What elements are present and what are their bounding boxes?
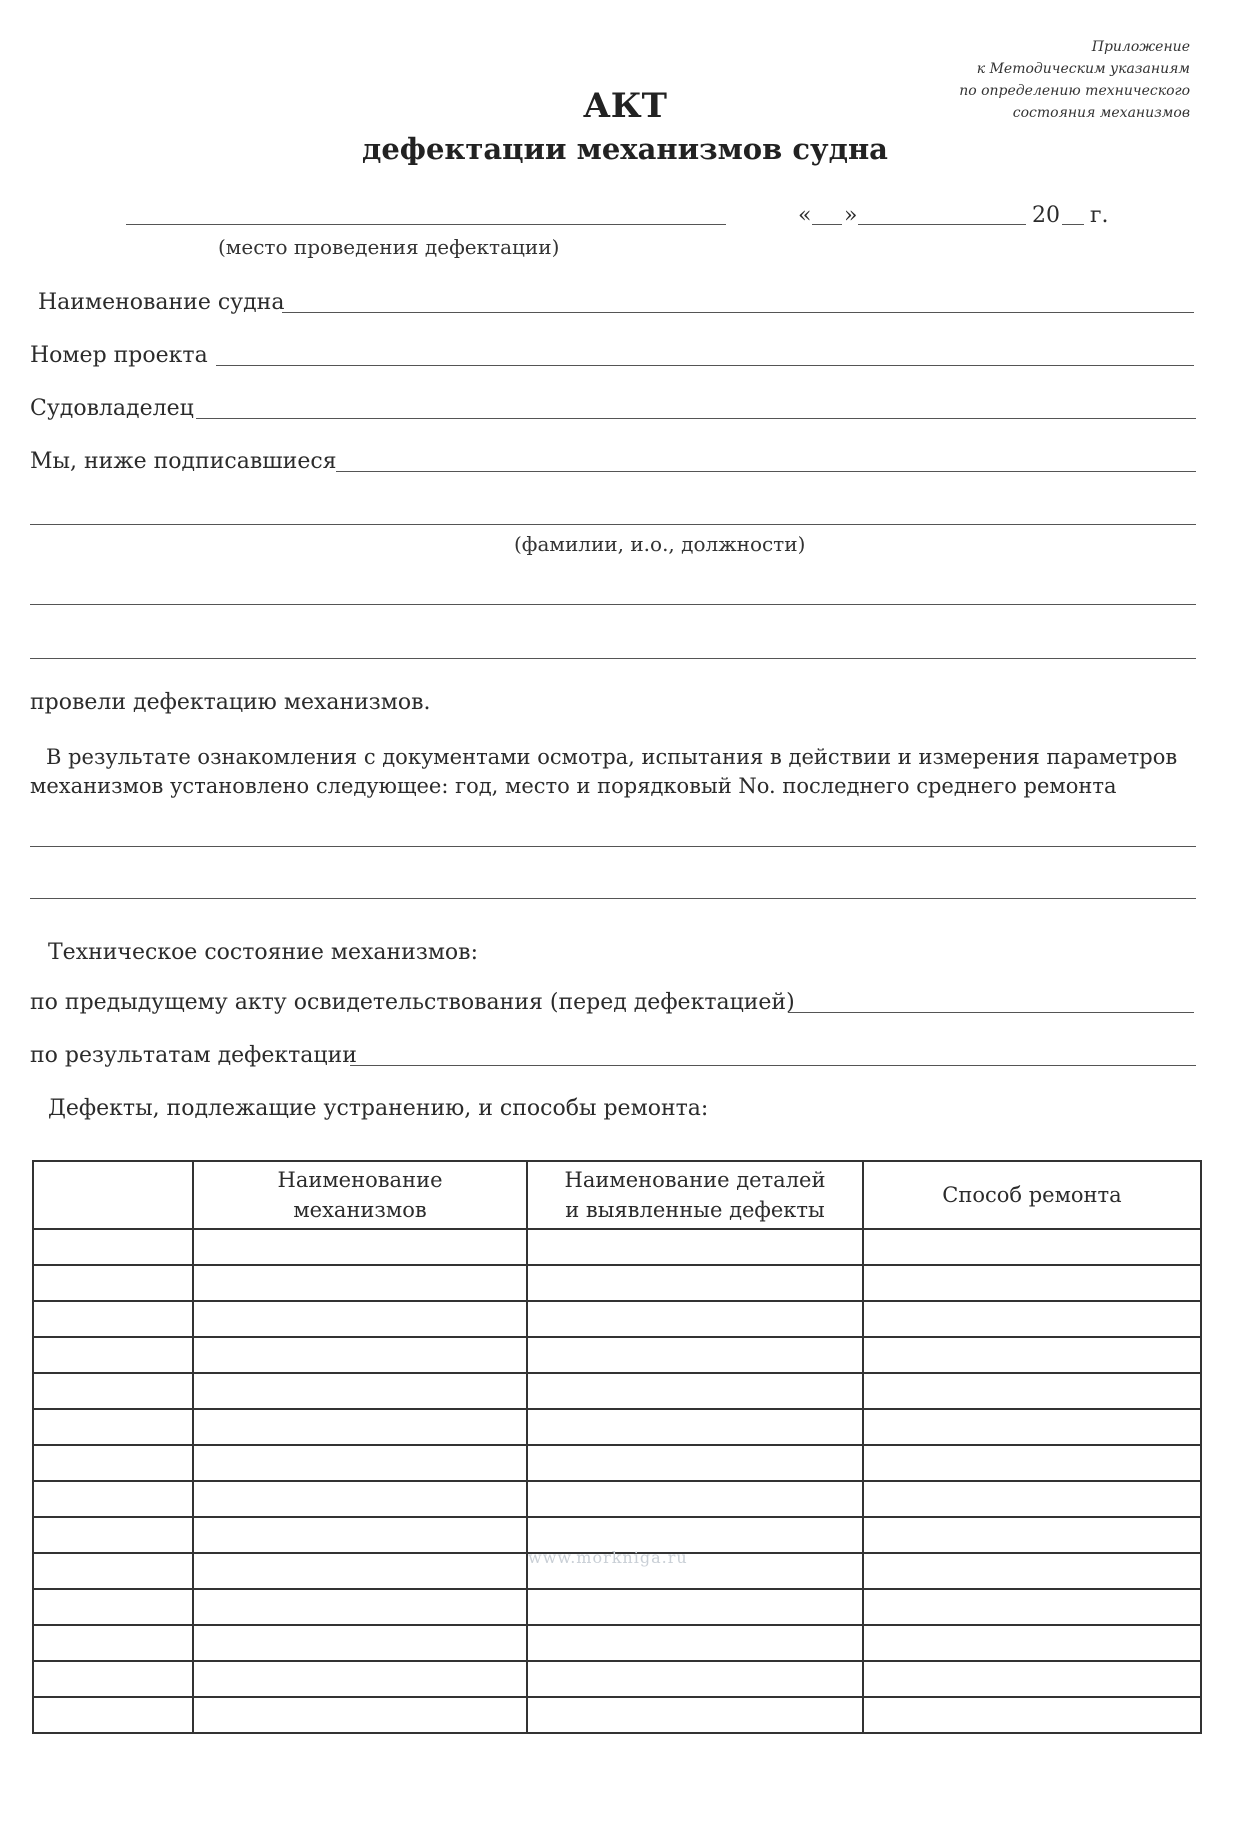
appendix-line: к Методическим указаниям [976, 61, 1190, 77]
date-quote-open: « [798, 203, 812, 228]
repair-info-line[interactable] [30, 898, 1196, 899]
table-row [33, 1373, 1201, 1409]
table-cell[interactable] [193, 1589, 527, 1625]
table-cell[interactable] [527, 1301, 863, 1337]
prev-act-field[interactable] [788, 1012, 1194, 1013]
project-number-label: Номер проекта [30, 343, 208, 368]
table-cell[interactable] [527, 1373, 863, 1409]
table-cell[interactable] [33, 1517, 193, 1553]
table-cell[interactable] [33, 1481, 193, 1517]
table-cell[interactable] [33, 1229, 193, 1265]
result-paragraph: В результате ознакомления с документами осмотра, испытания в действии и измерения параметров механизмов установлено следующее: год, место и порядковый No. последнего среднего ремонта [30, 745, 1178, 798]
table-cell[interactable] [863, 1625, 1201, 1661]
table-row [33, 1445, 1201, 1481]
document-subtitle: дефектации механизмов судна [362, 132, 888, 166]
table-cell[interactable] [527, 1409, 863, 1445]
table-cell[interactable] [863, 1661, 1201, 1697]
table-row [33, 1589, 1201, 1625]
table-cell[interactable] [863, 1265, 1201, 1301]
table-row [33, 1265, 1201, 1301]
table-cell[interactable] [33, 1697, 193, 1733]
table-cell[interactable] [193, 1661, 527, 1697]
table-cell[interactable] [33, 1625, 193, 1661]
table-cell[interactable] [863, 1373, 1201, 1409]
table-cell[interactable] [863, 1337, 1201, 1373]
table-cell[interactable] [527, 1445, 863, 1481]
table-cell[interactable] [863, 1445, 1201, 1481]
table-cell[interactable] [33, 1265, 193, 1301]
prev-act-label: по предыдущему акту освидетельствования (перед дефектацией) [30, 990, 795, 1015]
date-month-field[interactable] [858, 224, 1026, 225]
watermark-text: www.morkniga.ru [528, 1548, 688, 1567]
by-results-label: по результатам дефектации [30, 1043, 357, 1068]
table-row [33, 1625, 1201, 1661]
table-row [33, 1661, 1201, 1697]
table-row [33, 1301, 1201, 1337]
table-cell[interactable] [193, 1481, 527, 1517]
document-title: АКТ [583, 86, 667, 126]
place-field[interactable] [126, 224, 726, 225]
table-cell[interactable] [527, 1337, 863, 1373]
table-cell[interactable] [193, 1625, 527, 1661]
table-row [33, 1409, 1201, 1445]
table-cell[interactable] [863, 1481, 1201, 1517]
table-cell[interactable] [193, 1445, 527, 1481]
names-caption: (фамилии, и.о., должности) [514, 532, 806, 556]
table-cell[interactable] [193, 1229, 527, 1265]
table-cell[interactable] [193, 1409, 527, 1445]
table-cell[interactable] [193, 1337, 527, 1373]
table-cell[interactable] [863, 1553, 1201, 1589]
table-cell[interactable] [527, 1229, 863, 1265]
table-cell[interactable] [527, 1265, 863, 1301]
defects-table [32, 1160, 1202, 1734]
appendix-line: Приложение [1091, 39, 1190, 55]
table-cell[interactable] [193, 1373, 527, 1409]
table-cell[interactable] [863, 1301, 1201, 1337]
owner-field[interactable] [196, 418, 1196, 419]
table-header-cell: Наименование механизмов [193, 1161, 527, 1229]
place-caption: (место проведения дефектации) [218, 235, 560, 259]
table-cell[interactable] [863, 1517, 1201, 1553]
appendix-line: состояния механизмов [1012, 105, 1190, 121]
table-cell[interactable] [33, 1661, 193, 1697]
table-cell[interactable] [33, 1337, 193, 1373]
table-cell[interactable] [527, 1481, 863, 1517]
date-day-field[interactable] [812, 224, 842, 225]
names-line[interactable] [30, 604, 1196, 605]
table-cell[interactable] [863, 1589, 1201, 1625]
tech-state-heading: Техническое состояние механизмов: [48, 940, 478, 965]
table-cell[interactable] [33, 1589, 193, 1625]
table-cell[interactable] [527, 1625, 863, 1661]
defects-heading: Дефекты, подлежащие устранению, и способы ремонта: [48, 1096, 709, 1121]
table-cell[interactable] [193, 1265, 527, 1301]
ship-name-label: Наименование судна [38, 290, 285, 315]
table-cell[interactable] [863, 1229, 1201, 1265]
table-cell[interactable] [193, 1517, 527, 1553]
table-header-cell [33, 1161, 193, 1229]
table-cell[interactable] [33, 1409, 193, 1445]
date-year-suffix: г. [1090, 203, 1109, 228]
date-year-prefix: 20 [1032, 203, 1060, 228]
names-line[interactable] [30, 524, 1196, 525]
names-line[interactable] [30, 658, 1196, 659]
table-row [33, 1337, 1201, 1373]
performed-text: провели дефектацию механизмов. [30, 690, 431, 715]
owner-label: Судовладелец [30, 396, 194, 421]
table-cell[interactable] [527, 1661, 863, 1697]
by-results-field[interactable] [350, 1065, 1196, 1066]
date-year-field[interactable] [1062, 224, 1084, 225]
appendix-line: по определению технического [959, 83, 1190, 99]
project-number-field[interactable] [216, 365, 1194, 366]
date-quote-close: » [844, 203, 858, 228]
repair-info-line[interactable] [30, 846, 1196, 847]
table-cell[interactable] [527, 1697, 863, 1733]
table-cell[interactable] [33, 1301, 193, 1337]
table-row [33, 1229, 1201, 1265]
undersigned-field[interactable] [336, 471, 1196, 472]
table-cell[interactable] [33, 1553, 193, 1589]
table-cell[interactable] [193, 1553, 527, 1589]
table-cell[interactable] [527, 1589, 863, 1625]
undersigned-label: Мы, ниже подписавшиеся [30, 449, 337, 474]
table-cell[interactable] [33, 1373, 193, 1409]
table-cell[interactable] [33, 1445, 193, 1481]
table-header-cell: Способ ремонта [863, 1161, 1201, 1229]
table-cell[interactable] [193, 1301, 527, 1337]
table-body [33, 1229, 1201, 1733]
table-cell[interactable] [863, 1409, 1201, 1445]
table-header-row [33, 1161, 1201, 1229]
ship-name-field[interactable] [282, 312, 1194, 313]
table-row [33, 1697, 1201, 1733]
table-header-cell: Наименование деталей и выявленные дефекты [527, 1161, 863, 1229]
table-row [33, 1481, 1201, 1517]
table-cell[interactable] [193, 1697, 527, 1733]
table-cell[interactable] [863, 1697, 1201, 1733]
